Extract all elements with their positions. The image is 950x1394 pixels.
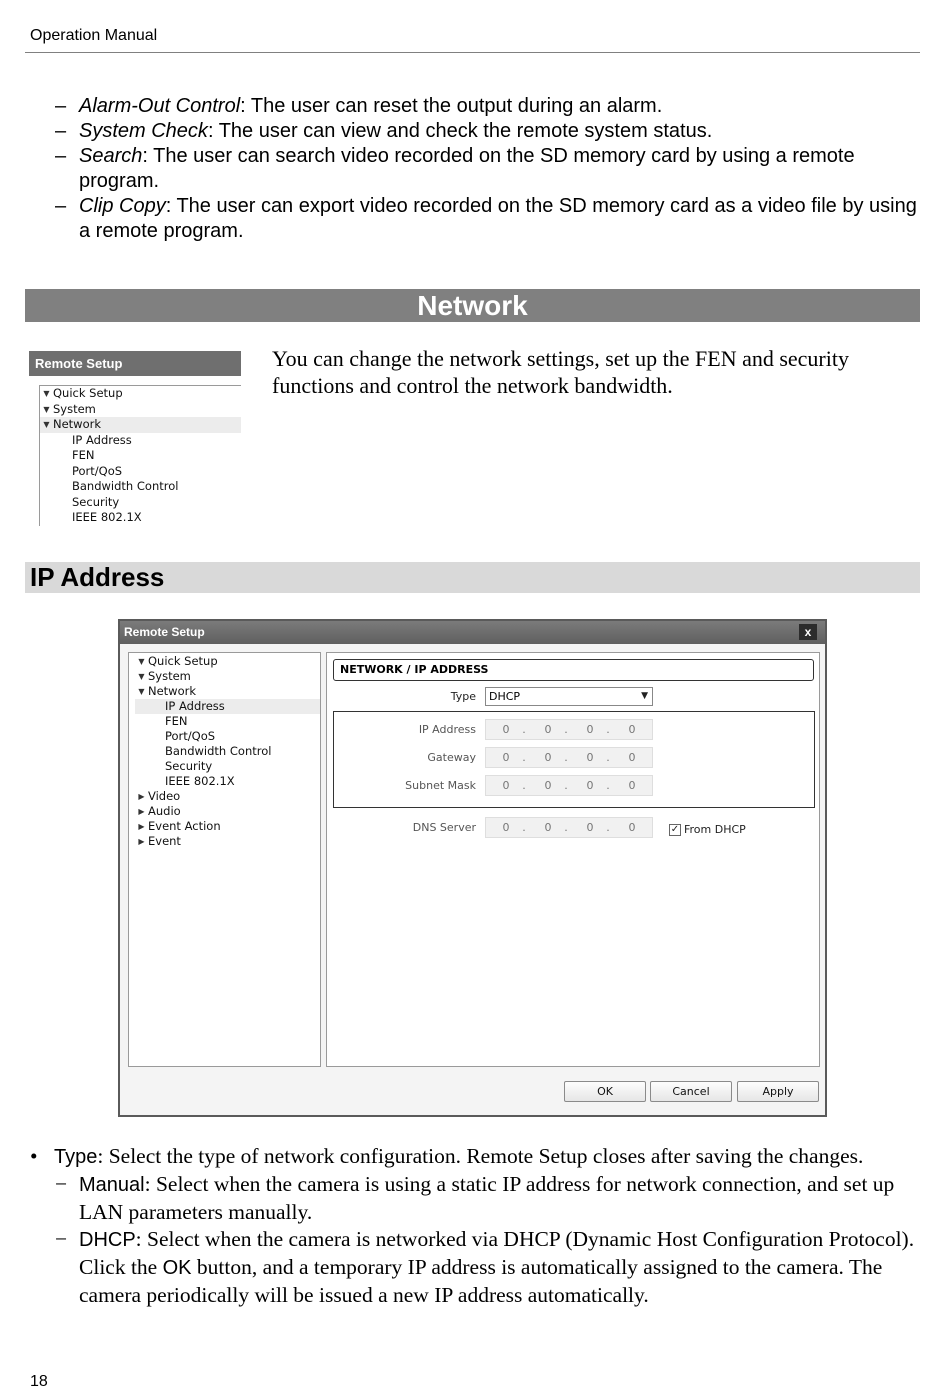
tree-item-audio[interactable]: ▶ Audio [135,804,320,819]
tree-item-port-qos[interactable]: Port/QoS [165,729,216,743]
running-header: Operation Manual [30,27,158,44]
dns-server-label: DNS Server [412,821,476,834]
network-description: You can change the network settings, set up the FEN and security functions and control the network bandwidth. [272,346,849,398]
tree-item-port-qos[interactable]: Port/QoS [72,463,123,478]
tree-item-event[interactable]: ▶ Event [135,834,320,849]
dash-marker: – [55,145,67,167]
remote-setup-dialog [118,619,827,1117]
collapsed-arrow-icon: ▶ [138,792,145,801]
mini-remote-setup-panel [29,351,241,526]
subnet-mask-label: Subnet Mask [405,779,476,792]
mini-panel-title: Remote Setup [29,351,241,376]
tree-item-fen[interactable]: FEN [72,448,95,462]
tree-item-ip-address[interactable]: IP Address [72,432,132,447]
mini-tree [39,385,241,526]
tree-item-bandwidth-control[interactable]: Bandwidth Control [72,479,179,493]
expanded-arrow-icon: ▼ [138,657,145,666]
dialog-title-bar [120,621,825,644]
tree-item-event-action[interactable]: ▶ Event Action [135,819,320,834]
from-dhcp-label: From DHCP [684,823,746,836]
collapsed-arrow-icon: ▶ [138,837,145,846]
tree-item-ieee-8021x[interactable]: IEEE 802.1X [72,510,142,524]
tree-item-network[interactable]: ▼ Network [135,684,320,699]
dash-marker: – [55,120,67,142]
list-text: : The user can reset the output during an alarm. [240,95,663,117]
collapsed-arrow-icon: ▶ [138,807,145,816]
tree-item-ieee-8021x[interactable]: IEEE 802.1X [165,774,235,788]
expanded-arrow-icon: ▼ [138,672,145,681]
list-item [30,1143,920,1171]
settings-panel [326,652,820,1067]
dash-marker: – [55,195,67,217]
note-text: button, and a temporary IP address is automatically assigned to the camera. The camera periodically will be issued a new IP address automatically. [79,1255,883,1307]
header-rule [25,52,920,53]
check-icon: ✓ [670,823,680,835]
panel-title: NETWORK / IP ADDRESS [333,659,814,681]
note-term: DHCP [79,1229,136,1251]
note-term: OK [162,1257,192,1279]
tree-item-ip-address[interactable]: IP Address [135,699,320,714]
cancel-button[interactable]: Cancel [650,1081,732,1102]
tree-item-bandwidth-control[interactable]: Bandwidth Control [165,744,272,758]
expanded-arrow-icon: ▼ [138,687,145,696]
ip-address-section-title: IP Address [25,562,920,593]
gateway-field[interactable]: 0 . 0 . 0 . 0 [485,747,653,768]
note-term: Manual [79,1174,145,1196]
expanded-arrow-icon: ▼ [43,404,50,414]
type-label: Type [450,690,476,703]
tree-item-video[interactable]: ▶ Video [135,789,320,804]
list-item [55,194,920,244]
tree-item-network[interactable]: ▼ Network [40,417,241,433]
tree-item-fen[interactable]: FEN [165,714,188,728]
tree-item-security[interactable]: Security [72,494,120,509]
notes [30,1143,920,1309]
type-select-value: DHCP [489,690,521,703]
collapsed-arrow-icon: ▶ [138,822,145,831]
note-text: : Select when the camera is using a static IP address for network connection, and set up LAN parameters manually. [79,1172,895,1224]
tree-item-system[interactable]: ▼ System [40,402,241,418]
list-item [55,144,920,194]
tree-item-security[interactable]: Security [165,759,213,773]
tree-item-quick-setup[interactable]: ▼ Quick Setup [135,654,320,669]
page-number: 18 [30,1373,48,1390]
subnet-mask-field[interactable]: 0 . 0 . 0 . 0 [485,775,653,796]
type-select[interactable] [485,687,653,706]
list-item [30,1226,920,1309]
network-section-title: Network [25,289,920,322]
list-term: Alarm-Out Control [79,95,241,117]
list-term: Search [79,145,143,167]
expanded-arrow-icon: ▼ [43,389,50,398]
list-item [30,1171,920,1226]
note-text: : Select the type of network configuration. Remote Setup closes after saving the changes. [97,1144,864,1168]
dns-server-field[interactable]: 0 . 0 . 0 . 0 [485,817,653,838]
list-text: : The user can search video recorded on the SD memory card by using a remote program. [79,145,855,192]
intro-list [55,94,920,244]
close-icon[interactable]: x [799,624,817,640]
tree-item-system[interactable]: ▼ System [135,669,320,684]
dash-marker: – [55,95,67,117]
list-term: Clip Copy [79,195,166,217]
ip-address-field[interactable]: 0 . 0 . 0 . 0 [485,719,653,740]
bullet-marker: • [30,1144,38,1168]
ip-address-label: IP Address [418,723,476,736]
from-dhcp-checkbox[interactable] [669,823,746,836]
note-term: Type [54,1146,98,1168]
dash-marker: − [55,1172,68,1196]
list-term: System Check [79,120,208,142]
list-text: : The user can view and check the remote system status. [207,120,713,142]
settings-tree [128,652,321,1067]
apply-button[interactable]: Apply [737,1081,819,1102]
dash-marker: − [55,1227,68,1251]
list-text: : The user can export video recorded on the SD memory card as a video file by using a remote program. [79,195,917,242]
gateway-label: Gateway [427,751,476,764]
note-text: : Select when the camera is networked via DHCP (Dynamic Host Configuration Protocol). Click the [79,1227,915,1279]
ok-button[interactable]: OK [564,1081,646,1102]
expanded-arrow-icon: ▼ [43,420,50,429]
list-item [55,94,920,119]
dialog-title: Remote Setup [124,625,205,639]
list-item [55,119,920,144]
tree-item-quick-setup[interactable]: ▼ Quick Setup [40,386,241,402]
chevron-down-icon: ▼ [641,691,648,701]
